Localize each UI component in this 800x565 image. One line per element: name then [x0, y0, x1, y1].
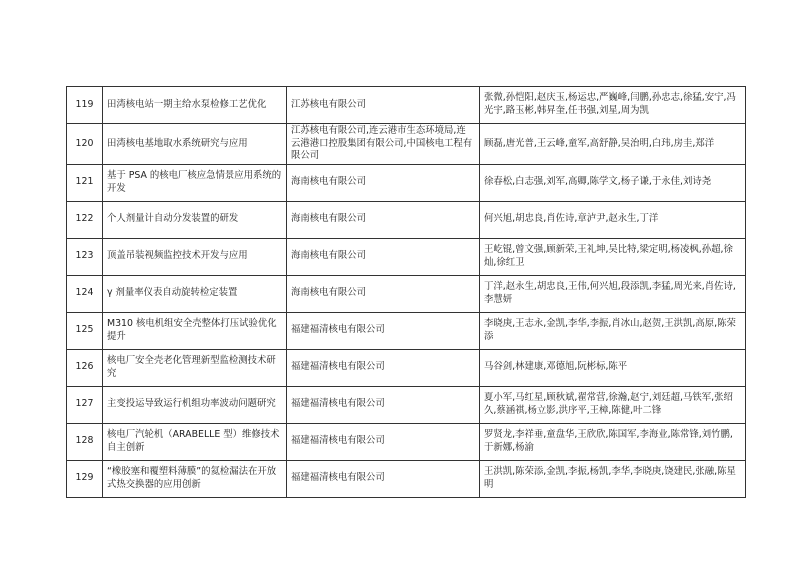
no-cell: 120	[67, 124, 103, 165]
members-cell: 张微,孙恺阳,赵庆玉,杨运忠,严巍峰,闫鹏,孙忠志,徐猛,安宁,冯光宇,路玉彬,韩昇奎,任书强,刘星,周为凯	[480, 87, 746, 124]
no-cell: 127	[67, 386, 103, 423]
members-cell: 李晓庚,王志永,金凯,李华,李振,肖冰山,赵贺,王洪凯,高原,陈荣添	[480, 312, 746, 349]
members-cell: 王屹锟,曾文强,顾新荣,王礼坤,吴比特,梁定明,杨凌枫,孙超,徐灿,徐红卫	[480, 238, 746, 275]
company-cell: 福建福清核电有限公司	[287, 460, 480, 497]
members-cell: 马谷剑,林建康,邓德旭,阮彬标,陈平	[480, 349, 746, 386]
table-row	[67, 386, 746, 423]
table-row	[67, 423, 746, 460]
no-cell: 125	[67, 312, 103, 349]
members-cell: 徐春松,白志强,刘军,高卿,陈学文,杨子谦,于永佳,刘诗尧	[480, 164, 746, 201]
company-cell: 江苏核电有限公司	[287, 87, 480, 124]
members-cell: 何兴旭,胡忠良,肖佐诗,章泸尹,赵永生,丁洋	[480, 201, 746, 238]
project-cell: 田湾核电基地取水系统研究与应用	[103, 124, 287, 165]
company-cell: 福建福清核电有限公司	[287, 423, 480, 460]
company-cell: 海南核电有限公司	[287, 164, 480, 201]
project-cell: 个人剂量计自动分发装置的研发	[103, 201, 287, 238]
project-cell: 顶盖吊装视频监控技术开发与应用	[103, 238, 287, 275]
no-cell: 123	[67, 238, 103, 275]
no-cell: 124	[67, 275, 103, 312]
company-cell: 江苏核电有限公司,连云港市生态环境局,连云港港口控股集团有限公司,中国核电工程有限公司	[287, 124, 480, 165]
members-cell: 王洪凯,陈荣添,金凯,李振,杨凯,李华,李晓庚,饶建民,张融,陈星明	[480, 460, 746, 497]
table-row	[67, 275, 746, 312]
project-cell: M310 核电机组安全壳整体打压试验优化提升	[103, 312, 287, 349]
project-cell: 核电厂安全壳老化管理新型监检测技术研究	[103, 349, 287, 386]
company-cell: 海南核电有限公司	[287, 275, 480, 312]
table-row	[67, 460, 746, 497]
table-row	[67, 124, 746, 165]
members-cell: 顾磊,唐光普,王云峰,童军,高舒静,吴治明,白玮,房圭,郑洋	[480, 124, 746, 165]
no-cell: 129	[67, 460, 103, 497]
awards-table	[66, 86, 746, 498]
no-cell: 126	[67, 349, 103, 386]
members-cell: 罗贤龙,李祥垂,童盘华,王欣欣,陈国军,李海业,陈常锋,刘竹鹏,于新娜,杨渝	[480, 423, 746, 460]
no-cell: 121	[67, 164, 103, 201]
company-cell: 福建福清核电有限公司	[287, 386, 480, 423]
no-cell: 128	[67, 423, 103, 460]
table-row	[67, 349, 746, 386]
company-cell: 福建福清核电有限公司	[287, 349, 480, 386]
company-cell: 海南核电有限公司	[287, 201, 480, 238]
project-cell: 基于 PSA 的核电厂核应急情景应用系统的开发	[103, 164, 287, 201]
table-row	[67, 164, 746, 201]
no-cell: 119	[67, 87, 103, 124]
project-cell: γ 剂量率仪表自动旋转检定装置	[103, 275, 287, 312]
company-cell: 海南核电有限公司	[287, 238, 480, 275]
table-row	[67, 312, 746, 349]
table-row	[67, 87, 746, 124]
project-cell: 田湾核电站一期主给水泵检修工艺优化	[103, 87, 287, 124]
project-cell: “橡胶塞和覆塑料薄膜”的氦检漏法在开放式热交换器的应用创新	[103, 460, 287, 497]
no-cell: 122	[67, 201, 103, 238]
table-body	[67, 87, 746, 498]
table-row	[67, 201, 746, 238]
project-cell: 主变投运导致运行机组功率波动问题研究	[103, 386, 287, 423]
company-cell: 福建福清核电有限公司	[287, 312, 480, 349]
members-cell: 丁洋,赵永生,胡忠良,王伟,何兴旭,段添凯,李猛,周光来,肖佐诗,李慧妍	[480, 275, 746, 312]
table-row	[67, 238, 746, 275]
members-cell: 夏小军,马红星,顾秋斌,翟常营,徐瀚,赵宁,刘廷超,马铁军,张绍久,蔡涵祺,杨立影,洪序平,王樟,陈健,叶二锋	[480, 386, 746, 423]
project-cell: 核电厂汽轮机（ARABELLE 型）维修技术自主创新	[103, 423, 287, 460]
